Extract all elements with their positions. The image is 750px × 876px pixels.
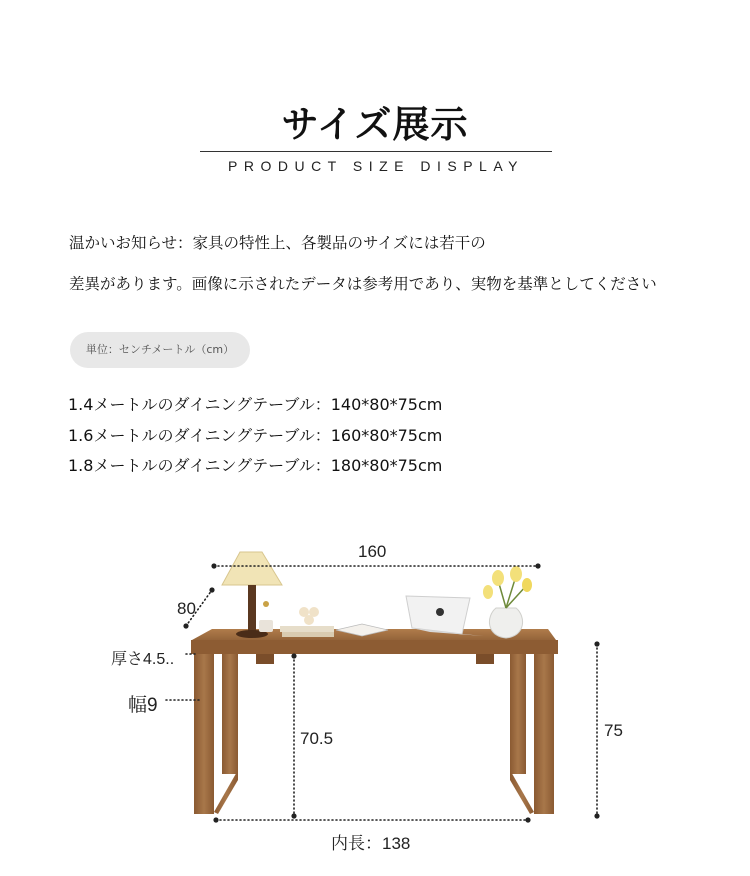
notice-line-2: 差異があります。画像に示されたデータは参考用であり、実物を基準としてください xyxy=(69,275,657,293)
depth-label: 80 xyxy=(177,599,196,618)
spec-row-3: 1.8メートルのダイニングテーブル：180*80*75cm xyxy=(68,456,443,475)
vase-illustration xyxy=(483,566,532,638)
inner-height-label: 70.5 xyxy=(300,729,334,748)
cup-illustration xyxy=(259,620,273,632)
books-illustration xyxy=(280,607,334,637)
spec-row-1: 1.4メートルのダイニングテーブル：140*80*75cm xyxy=(68,395,443,414)
leg-width-label: 幅9 xyxy=(128,695,158,716)
spec-row-2: 1.6メートルのダイニングテーブル：160*80*75cm xyxy=(68,426,443,445)
inner-length-label: 内長：138 xyxy=(331,834,411,853)
width-label: 160 xyxy=(358,542,387,561)
page-subtitle: PRODUCT SIZE DISPLAY xyxy=(228,158,524,174)
notice-line-1: 温かいお知らせ：家具の特性上、各製品のサイズには若干の xyxy=(69,234,486,252)
left-leg xyxy=(194,654,274,814)
height-label: 75 xyxy=(604,721,623,740)
tabletop-edge xyxy=(191,640,558,654)
unit-badge: 単位：センチメートル（cm） xyxy=(70,332,250,368)
right-leg xyxy=(476,654,554,814)
thickness-label: 厚さ4.5.. xyxy=(111,651,175,668)
page-title: サイズ展示 xyxy=(281,103,469,146)
